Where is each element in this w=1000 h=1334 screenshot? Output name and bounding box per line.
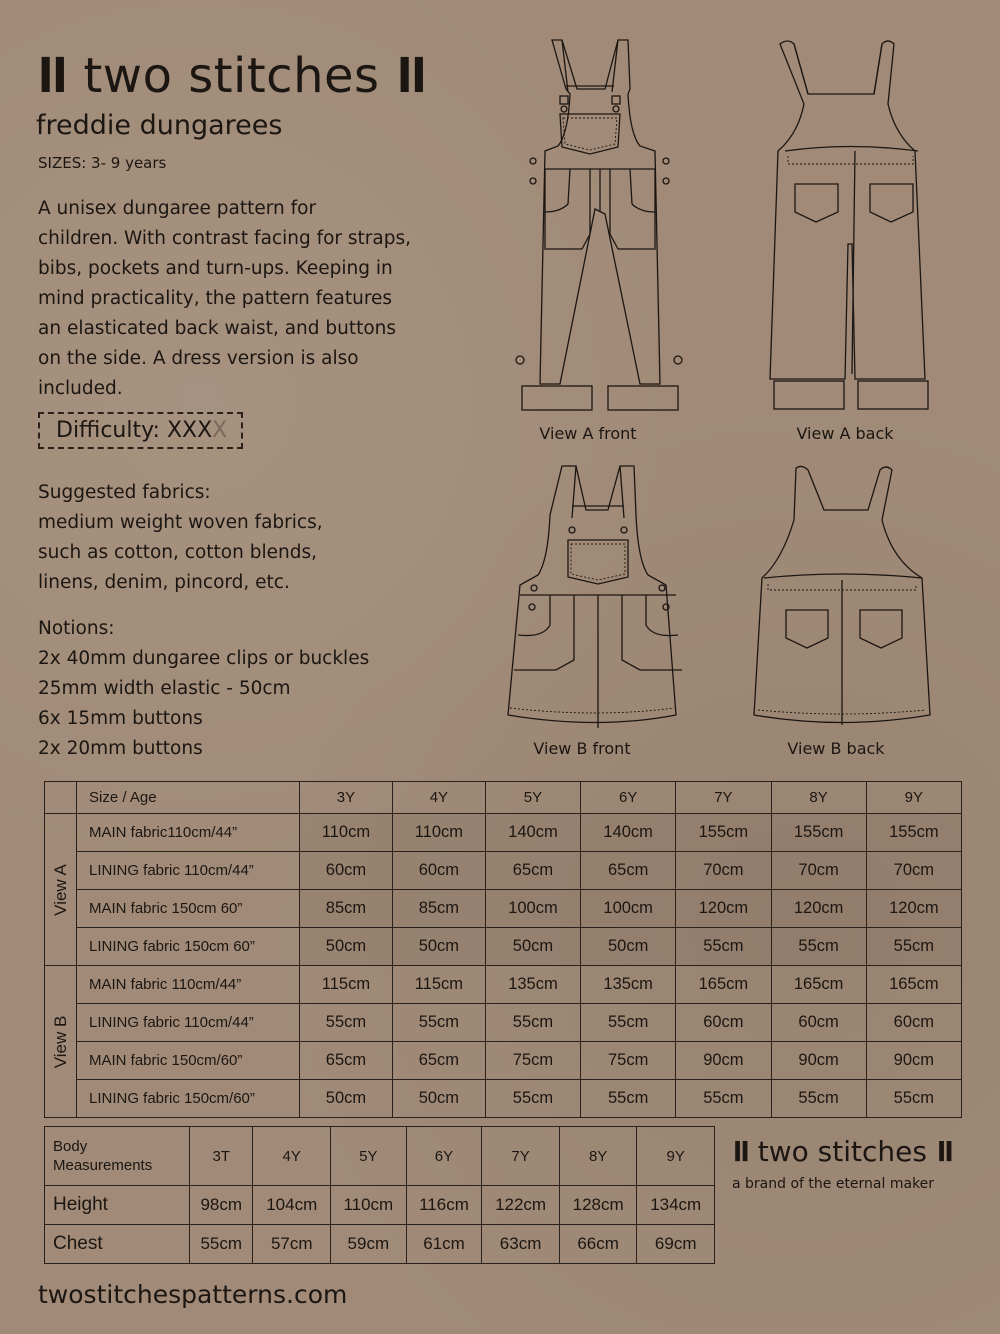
table-cell: 165cm xyxy=(771,966,866,1004)
size-header: 6Y xyxy=(406,1127,482,1186)
table-cell: 50cm xyxy=(485,928,580,966)
table-row xyxy=(45,814,962,852)
row-label: MAIN fabric 110cm/44” xyxy=(77,966,300,1004)
brand-bars-right: II xyxy=(396,48,426,104)
table-row xyxy=(45,1186,715,1225)
row-label: MAIN fabric110cm/44” xyxy=(77,814,300,852)
brand-tagline: a brand of the eternal maker xyxy=(732,1176,935,1192)
notions-heading: Notions: xyxy=(38,618,115,639)
table-cell: 65cm xyxy=(581,852,676,890)
size-header: 3T xyxy=(190,1127,253,1186)
notion-item: 2x 20mm buttons xyxy=(38,738,203,759)
table-cell: 55cm xyxy=(485,1004,580,1042)
table-cell: 110cm xyxy=(331,1186,407,1225)
table-row xyxy=(45,1042,962,1080)
view-a-group-cell xyxy=(45,814,77,966)
table-cell: 55cm xyxy=(300,1004,393,1042)
row-label: LINING fabric 150cm 60” xyxy=(77,928,300,966)
caption-view-a-back: View A back xyxy=(796,424,894,443)
table-cell: 50cm xyxy=(300,1080,393,1118)
brand-bars-left: II xyxy=(732,1135,749,1168)
table-header-row xyxy=(45,782,962,814)
table-row xyxy=(45,966,962,1004)
table-cell: 60cm xyxy=(300,852,393,890)
notion-item: 6x 15mm buttons xyxy=(38,708,203,729)
table-cell: 55cm xyxy=(190,1225,253,1264)
view-b-group-cell xyxy=(45,966,77,1118)
table-cell: 90cm xyxy=(676,1042,771,1080)
table-cell: 55cm xyxy=(866,928,961,966)
row-label: LINING fabric 150cm/60” xyxy=(77,1080,300,1118)
table-cell: 55cm xyxy=(485,1080,580,1118)
view-corner-cell xyxy=(45,782,77,814)
table-cell: 50cm xyxy=(392,1080,485,1118)
caption-view-a-front: View A front xyxy=(539,424,637,443)
table-cell: 55cm xyxy=(581,1004,676,1042)
table-cell: 165cm xyxy=(866,966,961,1004)
table-cell: 135cm xyxy=(485,966,580,1004)
size-header: 8Y xyxy=(559,1127,637,1186)
table-header-row xyxy=(45,1127,715,1186)
table-cell: 110cm xyxy=(300,814,393,852)
table-cell: 75cm xyxy=(485,1042,580,1080)
header-line: Body xyxy=(53,1138,88,1155)
table-row xyxy=(45,1080,962,1118)
body-measurements-header xyxy=(45,1127,190,1186)
footer-brand-name: two stitches xyxy=(757,1135,927,1168)
notions-list xyxy=(38,614,458,764)
brand-bars-left: II xyxy=(37,48,67,104)
table-cell: 104cm xyxy=(253,1186,331,1225)
table-cell: 57cm xyxy=(253,1225,331,1264)
description-line: children. With contrast facing for straps, xyxy=(38,228,411,249)
header-line: Measurements xyxy=(53,1157,153,1174)
fabric-requirements-table xyxy=(44,781,962,1118)
difficulty-rating-empty: X xyxy=(212,418,228,443)
table-cell: 50cm xyxy=(392,928,485,966)
table-cell: 115cm xyxy=(392,966,485,1004)
table-cell: 59cm xyxy=(331,1225,407,1264)
table-cell: 85cm xyxy=(300,890,393,928)
table-cell: 60cm xyxy=(771,1004,866,1042)
table-cell: 155cm xyxy=(771,814,866,852)
notion-item: 2x 40mm dungaree clips or buckles xyxy=(38,648,370,669)
table-cell: 140cm xyxy=(485,814,580,852)
view-a-label: View A xyxy=(50,863,70,916)
row-label: Chest xyxy=(45,1225,190,1264)
brand-name: two stitches xyxy=(83,48,380,104)
table-cell: 98cm xyxy=(190,1186,253,1225)
table-cell: 55cm xyxy=(676,928,771,966)
size-header: 7Y xyxy=(676,782,771,814)
size-header: 9Y xyxy=(866,782,961,814)
table-cell: 90cm xyxy=(866,1042,961,1080)
table-cell: 55cm xyxy=(676,1080,771,1118)
table-cell: 100cm xyxy=(581,890,676,928)
table-cell: 100cm xyxy=(485,890,580,928)
brand-title xyxy=(36,48,427,104)
table-cell: 66cm xyxy=(559,1225,637,1264)
notion-item: 25mm width elastic - 50cm xyxy=(38,678,291,699)
difficulty-label: Difficulty: xyxy=(56,418,167,443)
website-link[interactable]: twostitchespatterns.com xyxy=(38,1280,348,1309)
row-label: LINING fabric 110cm/44” xyxy=(77,852,300,890)
table-cell: 50cm xyxy=(581,928,676,966)
table-cell: 120cm xyxy=(676,890,771,928)
table-cell: 70cm xyxy=(866,852,961,890)
row-label: MAIN fabric 150cm 60” xyxy=(77,890,300,928)
difficulty-rating-filled: XXX xyxy=(166,418,213,443)
caption-view-b-front: View B front xyxy=(533,739,631,758)
caption-view-b-back: View B back xyxy=(787,739,885,758)
row-label: MAIN fabric 150cm/60” xyxy=(77,1042,300,1080)
body-measurements-table xyxy=(44,1126,715,1264)
description-line: bibs, pockets and turn-ups. Keeping in xyxy=(38,258,393,279)
brand-bars-right: II xyxy=(936,1135,952,1168)
description-line: A unisex dungaree pattern for xyxy=(38,198,317,219)
table-row xyxy=(45,852,962,890)
description-line: an elasticated back waist, and buttons xyxy=(38,318,397,339)
table-cell: 134cm xyxy=(637,1186,715,1225)
size-header: 4Y xyxy=(392,782,485,814)
table-cell: 69cm xyxy=(637,1225,715,1264)
table-cell: 55cm xyxy=(866,1080,961,1118)
table-row xyxy=(45,1004,962,1042)
size-header: 5Y xyxy=(331,1127,407,1186)
pinafore-dress-back-illustration xyxy=(746,460,936,735)
size-header: 4Y xyxy=(253,1127,331,1186)
description-line: on the side. A dress version is also xyxy=(38,348,359,369)
suggested-fabrics xyxy=(38,478,458,598)
table-cell: 110cm xyxy=(392,814,485,852)
pinafore-dress-front-illustration xyxy=(498,460,698,735)
table-row xyxy=(45,1225,715,1264)
size-header: 3Y xyxy=(300,782,393,814)
table-row xyxy=(45,890,962,928)
size-header: 6Y xyxy=(581,782,676,814)
table-cell: 120cm xyxy=(866,890,961,928)
table-cell: 55cm xyxy=(392,1004,485,1042)
table-cell: 61cm xyxy=(406,1225,482,1264)
table-cell: 122cm xyxy=(482,1186,560,1225)
table-cell: 155cm xyxy=(866,814,961,852)
row-label: Height xyxy=(45,1186,190,1225)
table-cell: 70cm xyxy=(771,852,866,890)
table-cell: 120cm xyxy=(771,890,866,928)
table-cell: 60cm xyxy=(676,1004,771,1042)
table-cell: 115cm xyxy=(300,966,393,1004)
fabrics-line: such as cotton, cotton blends, xyxy=(38,542,317,563)
table-cell: 63cm xyxy=(482,1225,560,1264)
row-label: LINING fabric 110cm/44” xyxy=(77,1004,300,1042)
sizes-range: SIZES: 3- 9 years xyxy=(38,154,167,172)
fabrics-heading: Suggested fabrics: xyxy=(38,482,211,503)
fabrics-line: medium weight woven fabrics, xyxy=(38,512,323,533)
size-header: 9Y xyxy=(637,1127,715,1186)
table-cell: 116cm xyxy=(406,1186,482,1225)
table-cell: 155cm xyxy=(676,814,771,852)
pattern-description xyxy=(38,194,448,404)
table-cell: 128cm xyxy=(559,1186,637,1225)
table-cell: 55cm xyxy=(581,1080,676,1118)
table-cell: 50cm xyxy=(300,928,393,966)
fabrics-line: linens, denim, pincord, etc. xyxy=(38,572,290,593)
table-row xyxy=(45,928,962,966)
table-cell: 65cm xyxy=(485,852,580,890)
table-cell: 55cm xyxy=(771,1080,866,1118)
size-header: 5Y xyxy=(485,782,580,814)
table-cell: 140cm xyxy=(581,814,676,852)
table-cell: 65cm xyxy=(300,1042,393,1080)
table-cell: 90cm xyxy=(771,1042,866,1080)
description-line: included. xyxy=(38,378,123,399)
pattern-name: freddie dungarees xyxy=(36,110,283,141)
table-cell: 70cm xyxy=(676,852,771,890)
size-age-header: Size / Age xyxy=(77,782,300,814)
table-cell: 135cm xyxy=(581,966,676,1004)
table-cell: 60cm xyxy=(866,1004,961,1042)
table-cell: 85cm xyxy=(392,890,485,928)
footer-brand xyxy=(732,1135,953,1168)
table-cell: 55cm xyxy=(771,928,866,966)
description-line: mind practicality, the pattern features xyxy=(38,288,393,309)
table-cell: 65cm xyxy=(392,1042,485,1080)
view-b-label: View B xyxy=(50,1015,70,1068)
difficulty-box xyxy=(38,412,243,449)
dungarees-front-illustration xyxy=(500,34,700,419)
table-cell: 165cm xyxy=(676,966,771,1004)
dungarees-back-illustration xyxy=(760,34,940,419)
table-cell: 75cm xyxy=(581,1042,676,1080)
size-header: 8Y xyxy=(771,782,866,814)
table-cell: 60cm xyxy=(392,852,485,890)
size-header: 7Y xyxy=(482,1127,560,1186)
